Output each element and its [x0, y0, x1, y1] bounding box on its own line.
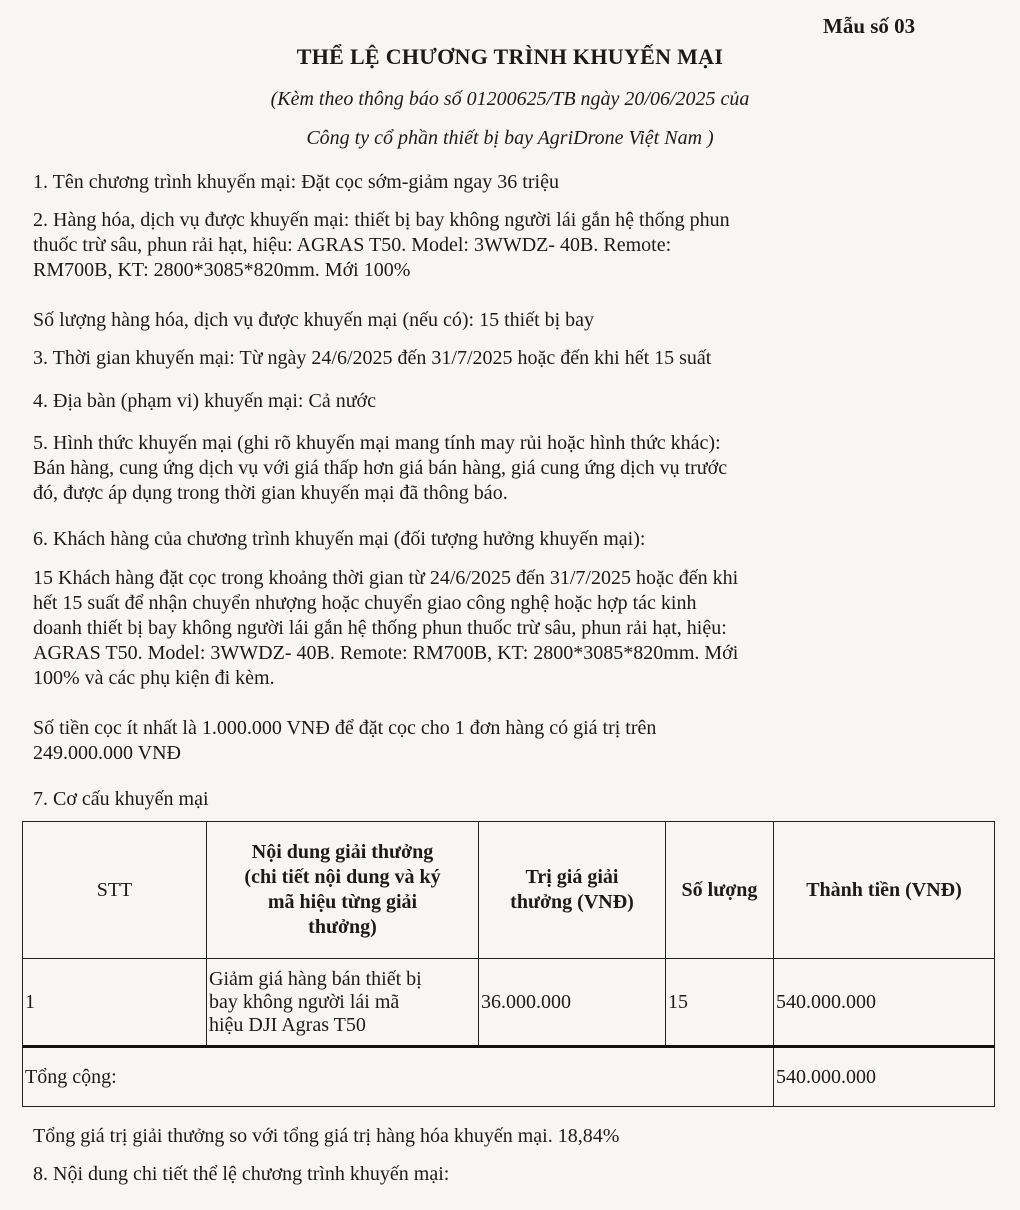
section-6-detail-line-4: AGRAS T50. Model: 3WWDZ- 40B. Remote: RM700B, KT: 2800*3085*820mm. Mới: [33, 642, 739, 664]
section-4-area: 4. Địa bàn (phạm vi) khuyến mại: Cả nước: [33, 390, 376, 412]
section-5-line-2: Bán hàng, cung ứng dịch vụ với giá thấp hơn giá bán hàng, giá cung ứng dịch vụ trước: [33, 457, 728, 479]
header-prize-value-line-2: thưởng (VNĐ): [510, 891, 634, 913]
header-prize-content-line-4: thưởng): [308, 916, 377, 938]
row-amount: 540.000.000: [774, 959, 995, 1047]
section-5-line-3: đó, được áp dụng trong thời gian khuyến mại đã thông báo.: [33, 482, 508, 504]
header-prize-content-line-1: Nội dung giải thưởng: [251, 841, 434, 863]
section-2-line-2: thuốc trừ sâu, phun rải hạt, hiệu: AGRAS T50. Model: 3WWDZ- 40B. Remote:: [33, 234, 672, 256]
total-label: Tổng cộng:: [23, 1047, 774, 1107]
header-prize-content-line-3: mã hiệu từng giải: [267, 891, 418, 913]
header-prize-value: [479, 822, 666, 959]
section-5-line-1: 5. Hình thức khuyến mại (ghi rõ khuyến mại mang tính may rủi hoặc hình thức khác):: [33, 432, 721, 454]
section-8-details: 8. Nội dung chi tiết thể lệ chương trình khuyến mại:: [33, 1163, 450, 1185]
promotion-table: [22, 821, 995, 1107]
header-prize-content-line-2: (chi tiết nội dung và ký: [244, 866, 441, 888]
section-2-goods: [33, 208, 913, 283]
section-2-line-1: 2. Hàng hóa, dịch vụ được khuyến mại: thiết bị bay không người lái gắn hệ thống phun: [33, 209, 730, 231]
row-quantity: 15: [666, 959, 774, 1047]
section-2-line-3: RM700B, KT: 2800*3085*820mm. Mới 100%: [33, 259, 411, 281]
table-header-row: [23, 822, 995, 959]
section-6-detail-line-3: doanh thiết bị bay không người lái gắn hệ thống phun thuốc trừ sâu, phun rải hạt, hiệu:: [33, 617, 727, 639]
deposit-line-2: 249.000.000 VNĐ: [33, 742, 181, 764]
deposit-line-1: Số tiền cọc ít nhất là 1.000.000 VNĐ để đặt cọc cho 1 đơn hàng có giá trị trên: [33, 717, 657, 739]
section-5-form: [33, 431, 913, 506]
subtitle-line-2: Công ty cổ phần thiết bị bay AgriDrone Việt Nam ): [306, 127, 714, 149]
section-6-details: [33, 566, 913, 691]
row-prize-value: 36.000.000: [479, 959, 666, 1047]
section-7-structure: 7. Cơ cấu khuyến mại: [33, 788, 209, 810]
header-amount: Thành tiền (VNĐ): [774, 822, 995, 959]
row-stt: 1: [23, 959, 207, 1047]
table-row: [23, 959, 995, 1047]
header-prize-content: [207, 822, 479, 959]
goods-quantity: Số lượng hàng hóa, dịch vụ được khuyến mại (nếu có): 15 thiết bị bay: [33, 309, 595, 331]
document-title: THỂ LỆ CHƯƠNG TRÌNH KHUYẾN MẠI: [296, 44, 724, 69]
section-6-detail-line-2: hết 15 suất để nhận chuyển nhượng hoặc chuyển giao công nghệ hoặc hợp tác kinh: [33, 592, 697, 614]
row-prize-content-line-2: bay không người lái mã: [209, 990, 400, 1013]
header-prize-value-line-1: Trị giá giải: [525, 866, 619, 888]
section-6-detail-line-5: 100% và các phụ kiện đi kèm.: [33, 667, 275, 689]
prize-value-ratio: Tổng giá trị giải thưởng so với tổng giá trị hàng hóa khuyến mại. 18,84%: [33, 1125, 620, 1147]
form-number: Mẫu số 03: [823, 14, 916, 38]
row-prize-content-line-3: hiệu DJI Agras T50: [209, 1013, 366, 1036]
subtitle-line-1: (Kèm theo thông báo số 01200625/TB ngày 20/06/2025 của: [270, 88, 750, 110]
section-6-detail-line-1: 15 Khách hàng đặt cọc trong khoảng thời gian từ 24/6/2025 đến 31/7/2025 hoặc đến khi: [33, 567, 739, 589]
section-1-program-name: 1. Tên chương trình khuyến mại: Đặt cọc sớm-giảm ngay 36 triệu: [33, 171, 559, 193]
deposit-info: [33, 716, 913, 766]
total-amount: 540.000.000: [774, 1047, 995, 1107]
row-prize-content: [207, 959, 479, 1047]
section-6-customers: 6. Khách hàng của chương trình khuyến mại (đối tượng hưởng khuyến mại):: [33, 528, 646, 550]
row-prize-content-line-1: Giảm giá hàng bán thiết bị: [209, 967, 422, 990]
table-total-row: [23, 1047, 995, 1107]
header-stt: STT: [23, 822, 207, 959]
header-quantity: Số lượng: [666, 822, 774, 959]
section-3-period: 3. Thời gian khuyến mại: Từ ngày 24/6/2025 đến 31/7/2025 hoặc đến khi hết 15 suất: [33, 347, 712, 369]
